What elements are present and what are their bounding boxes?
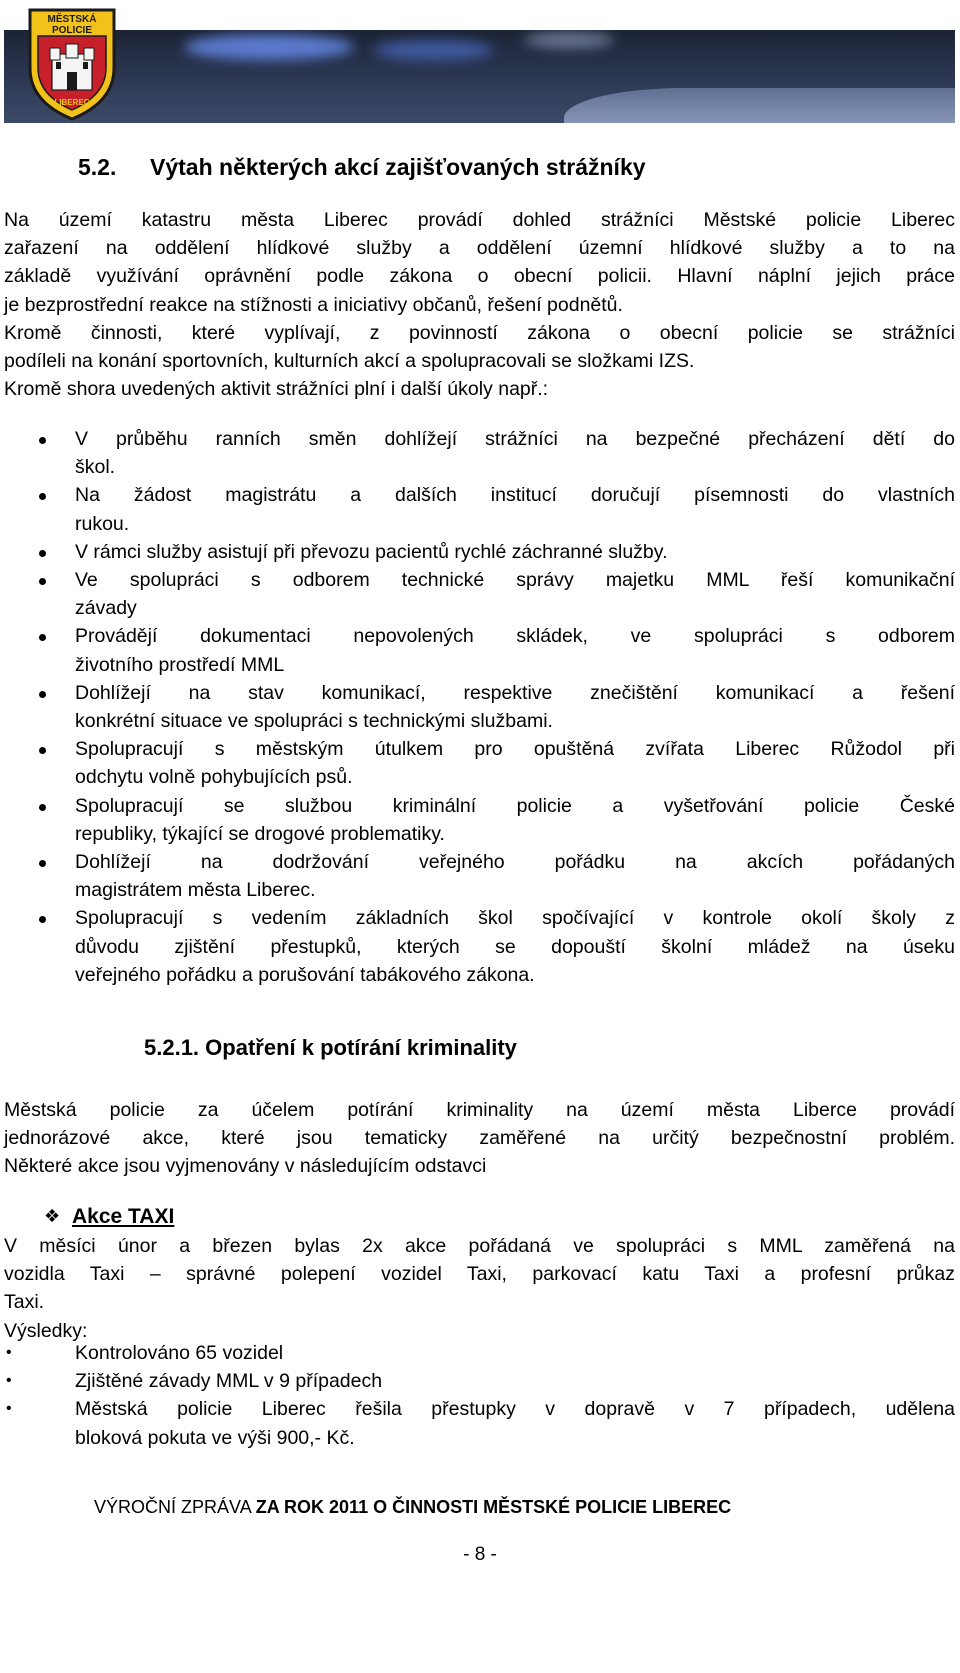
list-item (0, 566, 955, 622)
text-line: základě využívání oprávnění podle zákona o obecní policii. Hlavní náplní jejich práce (4, 265, 955, 288)
text-line: Kromě shora uvedených aktivit strážníci plní i další úkoly např.: (4, 378, 549, 401)
text-line: Ve spolupráci s odborem technické správy majetku MML řeší komunikační (75, 569, 955, 592)
bullet-icon: • (6, 1344, 12, 1361)
list-item (0, 481, 955, 537)
bullet-icon (39, 860, 46, 867)
text-line: důvodu zjištění přestupků, kterých se dopouští školní mládež na úseku (75, 935, 955, 958)
text-line: Provádějí dokumentaci nepovolených skládek, ve spolupráci s odborem (75, 625, 955, 648)
text-line: magistrátem města Liberec. (75, 879, 316, 902)
list-item (0, 538, 955, 566)
text-line: Na žádost magistrátu a dalších institucí doručují písemnosti do vlastních (75, 484, 955, 507)
subsection-heading (144, 1035, 517, 1061)
tasks-list (0, 425, 955, 989)
logo-text-top: MĚSTSKÁ (47, 14, 97, 25)
text-line: závady (75, 597, 137, 620)
bullet-icon (39, 804, 46, 811)
list-item (0, 679, 955, 735)
bullet-icon (39, 691, 46, 698)
text-line: životního prostředí MML (75, 653, 285, 676)
text-line: republiky, týkající se drogové problematiky. (75, 822, 445, 845)
text-line: Dohlížejí na stav komunikací, respektive znečištění komunikací a řešení (75, 681, 955, 704)
text-line: veřejného pořádku a porušování tabákového zákona. (75, 963, 535, 986)
text-line: Spolupracují s vedením základních škol spočívající v kontrole okolí školy z (75, 907, 955, 930)
text-line: Spolupracují s městským útulkem pro opuštěná zvířata Liberec Růžodol při (75, 738, 955, 761)
text-line: Zjištěné závady MML v 9 případech (75, 1370, 383, 1393)
text-line: Dohlížejí na dodržování veřejného pořádku na akcích pořádaných (75, 851, 955, 874)
text-line: Kontrolováno 65 vozidel (75, 1342, 284, 1364)
bullet-icon (39, 578, 46, 585)
section-title: Výtah některých akcí zajišťovaných strážníky (150, 154, 646, 180)
police-light-glow (524, 32, 614, 48)
list-item (0, 1339, 955, 1367)
footer-label: VÝROČNÍ ZPRÁVA (94, 1497, 256, 1517)
text-line: Spolupracují se službou kriminální policie a vyšetřování policie České (75, 794, 955, 817)
text-line: vozidla Taxi – správné polepení vozidel Taxi, parkovací katu Taxi a profesní průkaz (4, 1263, 955, 1286)
header-banner (4, 30, 955, 123)
text-line: škol. (75, 456, 116, 479)
text-line: Městská policie za účelem potírání kriminality na území města Liberce provádí (4, 1099, 955, 1121)
text-line: jednorázové akce, které jsou tematicky zaměřené na určitý bezpečnostní problém. (4, 1127, 955, 1150)
bullet-icon: • (6, 1372, 12, 1390)
list-item (0, 792, 955, 848)
bullet-icon: • (6, 1400, 12, 1418)
action-description (4, 1232, 955, 1345)
action-title: Akce TAXI (72, 1205, 175, 1228)
text-line: Kromě činnosti, které vyplívají, z povinností zákona o obecní policie se strážníci (4, 321, 955, 344)
city-police-logo (26, 6, 118, 122)
section-heading (78, 154, 646, 181)
text-line: rukou. (75, 512, 130, 535)
page-number: - 8 - (463, 1544, 497, 1565)
bullet-icon (39, 437, 46, 444)
subsection-title: Opatření k potírání kriminality (205, 1035, 517, 1060)
bullet-icon (39, 916, 46, 923)
list-item (0, 904, 955, 989)
bullet-icon (39, 493, 46, 500)
text-line: V rámci služby asistují při převozu pacientů rychlé záchranné služby. (75, 540, 668, 563)
bullet-icon (39, 634, 46, 641)
diamond-bullet-icon: ❖ (44, 1206, 61, 1226)
list-item (0, 735, 955, 791)
intro-paragraph (4, 206, 955, 403)
action-heading (44, 1205, 174, 1229)
page-footer (94, 1497, 731, 1518)
results-list (0, 1339, 955, 1452)
car-roof-shape (564, 88, 955, 123)
police-light-glow (374, 40, 494, 60)
text-line: odchytu volně pohybujících psů. (75, 766, 353, 789)
text-line: je bezprostřední reakce na stížnosti a iniciativy občanů, řešení podnětů. (4, 293, 623, 316)
police-light-glow (184, 34, 354, 60)
text-line: Některé akce jsou vyjmenovány v následujícím odstavci (4, 1155, 487, 1178)
list-item (0, 1395, 955, 1451)
subsection-number: 5.2.1. (144, 1035, 200, 1060)
text-line: Na území katastru města Liberec provádí dohled strážníci Městské policie Liberec (4, 209, 955, 231)
results-label: Výsledky: (4, 1319, 88, 1342)
text-line: V průběhu ranních směn dohlížejí strážníci na bezpečné přecházení dětí do (75, 428, 955, 450)
list-item (0, 425, 955, 481)
list-item (0, 622, 955, 678)
text-line: Taxi. (4, 1291, 45, 1314)
text-line: konkrétní situace ve spolupráci s technickými službami. (75, 710, 553, 733)
list-item (0, 1367, 955, 1395)
bullet-icon (39, 550, 46, 557)
logo-text-bottom: LIBEREC (54, 98, 90, 107)
text-line: podíleli na konání sportovních, kulturních akcí a spolupracovali se složkami IZS. (4, 350, 695, 373)
text-line: zařazení na oddělení hlídkové služby a oddělení územní hlídkové služby a to na (4, 237, 955, 260)
text-line: V měsíci únor a březen bylas 2x akce pořádaná ve spolupráci s MML zaměřená na (4, 1235, 955, 1257)
logo-text-mid: POLICIE (51, 25, 93, 36)
list-item (0, 848, 955, 904)
text-line: bloková pokuta ve výši 900,- Kč. (75, 1426, 355, 1449)
subsection-paragraph (4, 1096, 955, 1181)
section-number: 5.2. (78, 154, 117, 180)
footer-title: ZA ROK 2011 O ČINNOSTI MĚSTSKÉ POLICIE LIBEREC (255, 1497, 732, 1517)
bullet-icon (39, 747, 46, 754)
text-line: Městská policie Liberec řešila přestupky v dopravě v 7 případech, udělena (75, 1398, 955, 1421)
